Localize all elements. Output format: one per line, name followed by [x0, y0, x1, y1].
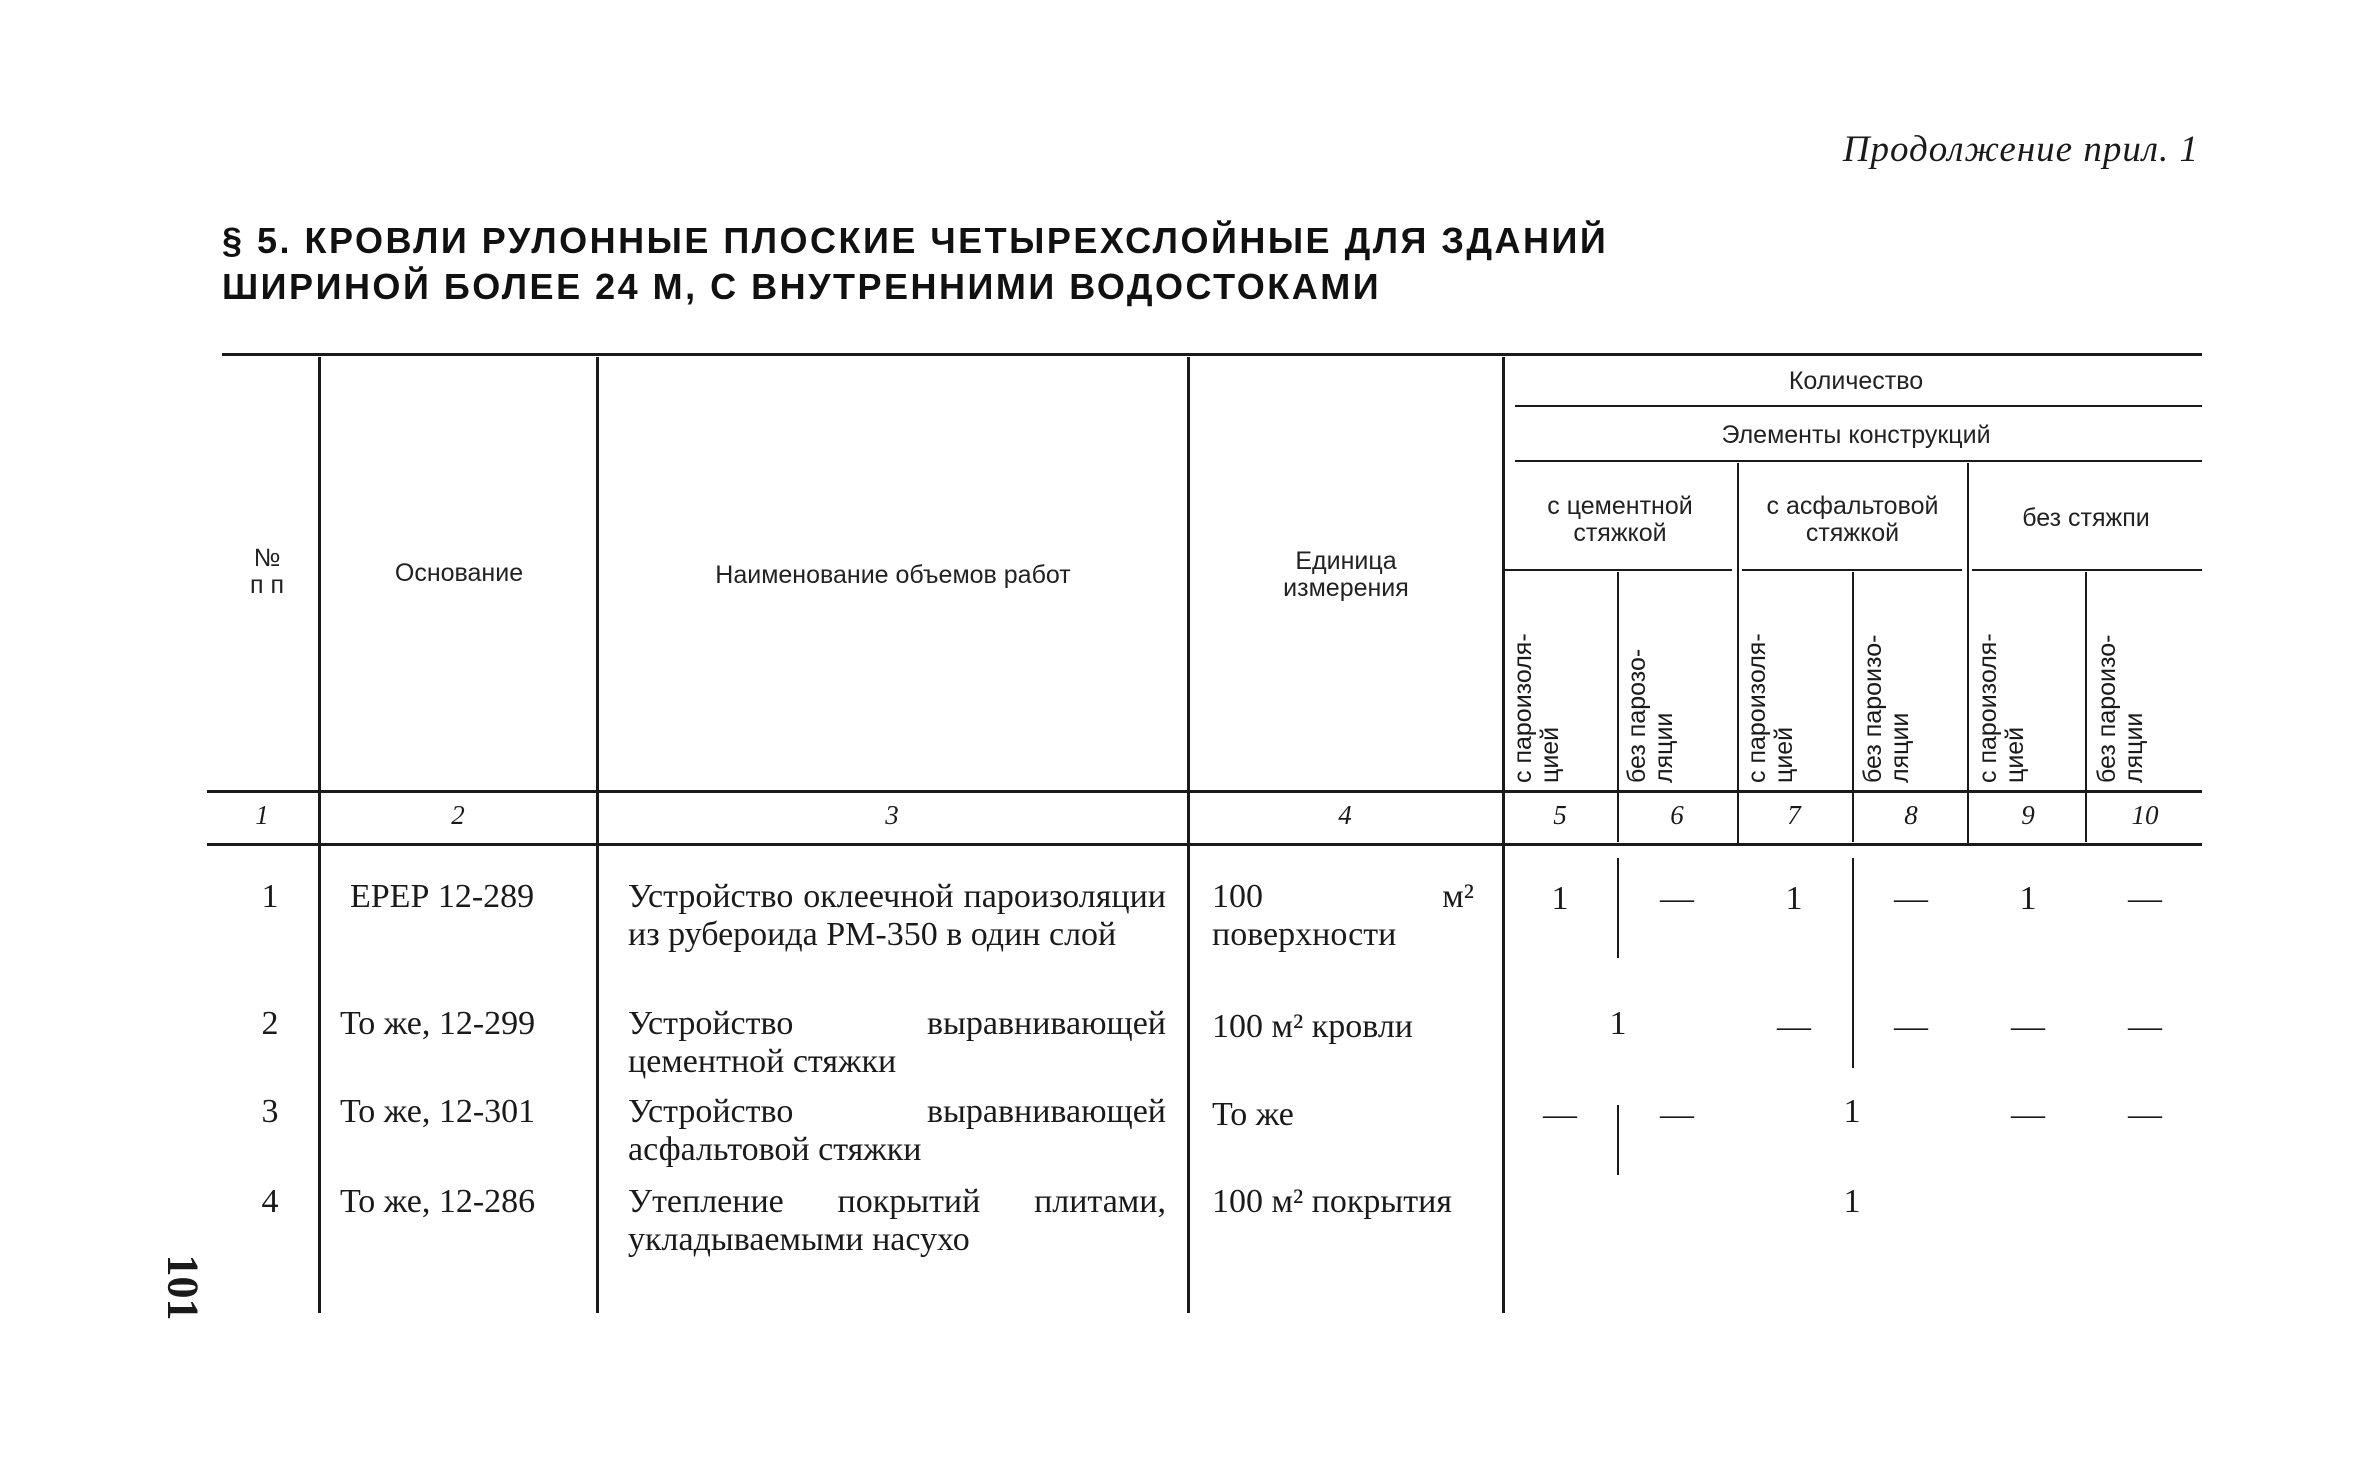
header-quantity: Количество	[1788, 367, 1924, 395]
header-col5-with-vapor-barrier: с пароизоля- цией	[1509, 633, 1564, 783]
column-number: 9	[2021, 800, 2035, 830]
header-col7-with-vapor-barrier: с пароизоля- цией	[1743, 633, 1798, 783]
row-value-col10: —	[2128, 880, 2162, 917]
asphalt-group-rule	[1742, 569, 1962, 571]
header-basis: Основание	[394, 559, 524, 587]
column-number: 8	[1904, 800, 1918, 830]
none-group-rule	[1972, 569, 2202, 571]
row-value-col5: —	[1543, 1096, 1577, 1133]
row-value-col6: —	[1660, 880, 1694, 917]
row-value-col9: —	[2011, 1008, 2045, 1045]
row-value-all-columns: 1	[1843, 1183, 1861, 1220]
col-divider-8	[1967, 463, 1969, 843]
row-value-col8: —	[1894, 880, 1928, 917]
row-value-col7-8: 1	[1843, 1093, 1861, 1130]
section-title-line-1: § 5. КРОВЛИ РУЛОННЫЕ ПЛОСКИЕ ЧЕТЫРЕХСЛОЙНЫЕ ДЛЯ ЗДАНИЙ	[222, 220, 1609, 261]
header-group-none: без стяжпи	[2022, 504, 2150, 532]
row-value-col6: —	[1660, 1096, 1694, 1133]
row-work-name: Утепление покрытий плитами, укладываемыми насухо	[628, 1183, 1166, 1258]
col-divider-2	[596, 357, 599, 1313]
header-work-name: Наименование объемов работ	[715, 561, 1071, 589]
col-divider-9	[2085, 572, 2087, 842]
row-number: 1	[261, 878, 279, 915]
row-unit: То же	[1212, 1096, 1294, 1133]
header-unit: Единица измерения	[1283, 547, 1409, 602]
row-number: 2	[261, 1005, 279, 1042]
row-number: 4	[261, 1183, 279, 1220]
row-value-col10: —	[2128, 1096, 2162, 1133]
row-value-col7: —	[1777, 1008, 1811, 1045]
row-work-name: Устройство выравнивающей цементной стяжки	[628, 1005, 1166, 1080]
col-divider-5	[1617, 572, 1619, 842]
column-number: 1	[255, 800, 269, 830]
col-divider-1	[318, 357, 321, 1313]
column-number-top-rule	[207, 790, 2202, 793]
row-basis: ЕРЕР 12-289	[350, 878, 535, 915]
header-bottom-rule	[207, 843, 2202, 846]
continuation-label: Продолжение прил. 1	[1842, 129, 2199, 170]
column-number: 5	[1553, 800, 1567, 830]
table-top-rule	[222, 353, 2202, 356]
row-value-col10: —	[2128, 1008, 2162, 1045]
column-number: 6	[1670, 800, 1684, 830]
body-divider-r1-78	[1852, 858, 1854, 1068]
elements-rule	[1515, 460, 2202, 462]
row-basis: То же, 12-301	[340, 1093, 536, 1130]
col-divider-6	[1737, 463, 1739, 843]
section-title	[222, 218, 1608, 310]
header-group-cement: с цементной стяжкой	[1547, 492, 1693, 547]
column-number: 10	[2131, 800, 2159, 830]
body-divider-r1-56	[1617, 858, 1619, 958]
header-group-asphalt: с асфальтовой стяжкой	[1766, 492, 1939, 547]
row-unit: 100 м² кровли	[1212, 1008, 1413, 1045]
row-number: 3	[261, 1093, 279, 1130]
header-col10-without-vapor-barrier: без пароизо- ляции	[2093, 634, 2148, 783]
header-number: № п п	[249, 544, 285, 599]
row-value-col9: 1	[2019, 880, 2037, 917]
row-value-col8: —	[1894, 1008, 1928, 1045]
col-divider-7	[1852, 572, 1854, 842]
header-col9-with-vapor-barrier: с пароизоля- цией	[1974, 633, 2029, 783]
header-col8-without-vapor-barrier: без пароизо- ляции	[1859, 634, 1914, 783]
body-divider-r3-56	[1617, 1105, 1619, 1175]
quantity-rule	[1515, 405, 2202, 407]
header-col6-without-vapor-barrier: без парозо- ляции	[1623, 648, 1678, 783]
cement-group-rule	[1505, 569, 1732, 571]
row-value-col5-6: 1	[1609, 1005, 1627, 1042]
column-number: 4	[1338, 800, 1352, 830]
header-elements: Элементы конструкций	[1721, 421, 1991, 449]
column-number: 2	[451, 800, 465, 830]
column-number: 3	[885, 800, 899, 830]
row-value-col7: 1	[1785, 880, 1803, 917]
section-title-line-2: ШИРИНОЙ БОЛЕЕ 24 М, С ВНУТРЕННИМИ ВОДОСТОКАМИ	[222, 266, 1382, 307]
row-unit: 100 м² покрытия	[1212, 1183, 1452, 1220]
row-value-col5: 1	[1551, 880, 1569, 917]
page-number: 101	[158, 1254, 208, 1321]
row-work-name: Устройство выравнивающей асфальтовой стяжки	[628, 1093, 1166, 1168]
row-work-name: Устройство оклеечной пароизоляции из рубероида РМ-350 в один слой	[628, 878, 1166, 953]
row-value-col9: —	[2011, 1096, 2045, 1133]
row-unit: 100 м² поверхности	[1212, 878, 1474, 953]
row-basis: То же, 12-286	[340, 1183, 536, 1220]
col-divider-3	[1187, 357, 1190, 1313]
column-number: 7	[1787, 800, 1801, 830]
row-basis: То же, 12-299	[340, 1005, 536, 1042]
